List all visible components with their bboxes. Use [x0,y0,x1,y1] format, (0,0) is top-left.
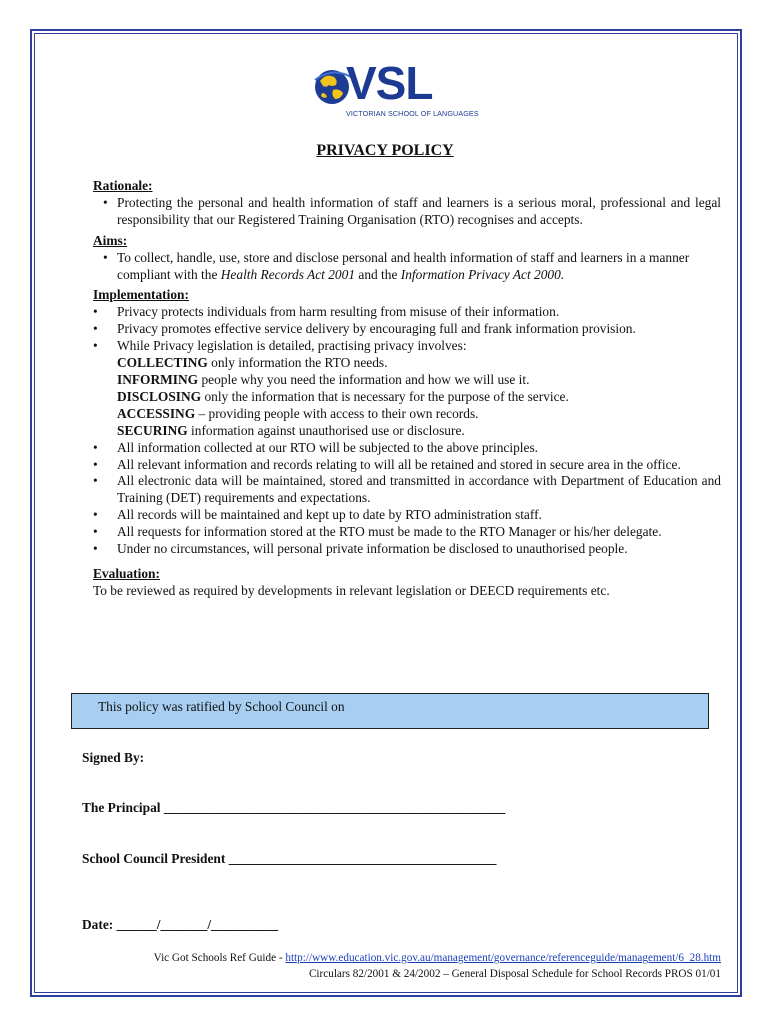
list-item: • All records will be maintained and kept up to date by RTO administration staff. [93,507,721,524]
act-health-records: Health Records Act 2001 [220,266,356,282]
principle-term: INFORMING [117,371,199,387]
logo-subtitle: VICTORIAN SCHOOL OF LANGUAGES [346,109,479,118]
president-signature-line: School Council President ________________________________________ [82,851,497,866]
list-item: • All relevant information and records relating to will all be retained and stored in secure area in the office. [93,457,721,474]
aims-text-middle: and the [355,266,401,282]
list-item-text: While Privacy legislation is detailed, practising privacy involves: [117,338,467,354]
implementation-section [93,287,721,558]
evaluation-text: To be reviewed as required by developments in relevant legislation or DEECD requirements etc. [93,582,610,598]
principle-disclosing [117,389,721,406]
list-item: • Privacy protects individuals from harm resulting from misuse of their information. [93,304,721,321]
signed-by-label: Signed By: [82,750,145,765]
ratification-box: This policy was ratified by School Council on [71,693,709,729]
principle-term: SECURING [117,422,188,438]
principle-text: only the information that is necessary for the purpose of the service. [201,388,569,404]
logo-text: VSL [346,57,433,109]
list-item [93,250,721,284]
evaluation-heading: Evaluation: [93,565,160,581]
implementation-heading: Implementation: [93,287,189,303]
list-item: • All information collected at our RTO will be subjected to the above principles. [93,440,721,457]
aims-heading: Aims: [93,232,128,248]
aims-section [93,233,721,284]
principle-securing [117,423,721,440]
evaluation-section [93,566,721,600]
principle-term: DISCLOSING [117,388,202,404]
rationale-heading: Rationale: [93,178,153,193]
principle-text: – providing people with access to their own records. [195,405,479,421]
principle-term: COLLECTING [117,355,208,371]
principle-term: ACCESSING [117,405,196,421]
principle-informing [117,372,721,389]
list-item: • All requests for information stored at the RTO must be made to the RTO Manager or his/her delegate. [93,524,721,541]
date-line: Date: ______/_______/__________ [82,917,279,932]
act-information-privacy: Information Privacy Act 2000. [400,266,565,282]
page-title: PRIVACY POLICY [316,142,454,159]
principle-text: information against unauthorised use or disclosure. [187,422,465,438]
aims-text: To collect, handle, use, store and disclose personal and health information of staff and learners in a manner compliant with the [117,249,690,282]
principle-text: only information the RTO needs. [207,355,388,371]
rationale-section [93,178,721,229]
list-item [93,338,721,439]
policy-body [93,178,721,600]
reference-prefix: Vic Got Schools Ref Guide - [153,952,286,964]
circulars-footer: Circulars 82/2001 & 24/2002 – General Disposal Schedule for School Records PROS 01/01 [308,968,721,980]
list-item: • All electronic data will be maintained, stored and transmitted in accordance with Department of Education and Training (DET) requirements and expectations. [93,473,721,507]
principle-collecting [117,355,721,372]
list-item: • Privacy promotes effective service delivery by encouraging full and frank information provision. [93,321,721,338]
principal-signature-line: The Principal ___________________________________________________ [82,800,506,815]
list-item: • Protecting the personal and health information of staff and learners is a serious moral, professional and legal responsibility that our Registered Training Organisation (RTO) recognises and accepts. [93,195,721,229]
principle-text: people why you need the information and how we will use it. [198,371,530,387]
list-item: • Under no circumstances, will personal private information be disclosed to unauthorised people. [93,541,721,558]
reference-link[interactable]: http://www.education.vic.gov.au/management/governance/referenceguide/management/6_28.htm [285,952,721,964]
principle-accessing [117,406,721,423]
reference-footer [154,952,721,964]
